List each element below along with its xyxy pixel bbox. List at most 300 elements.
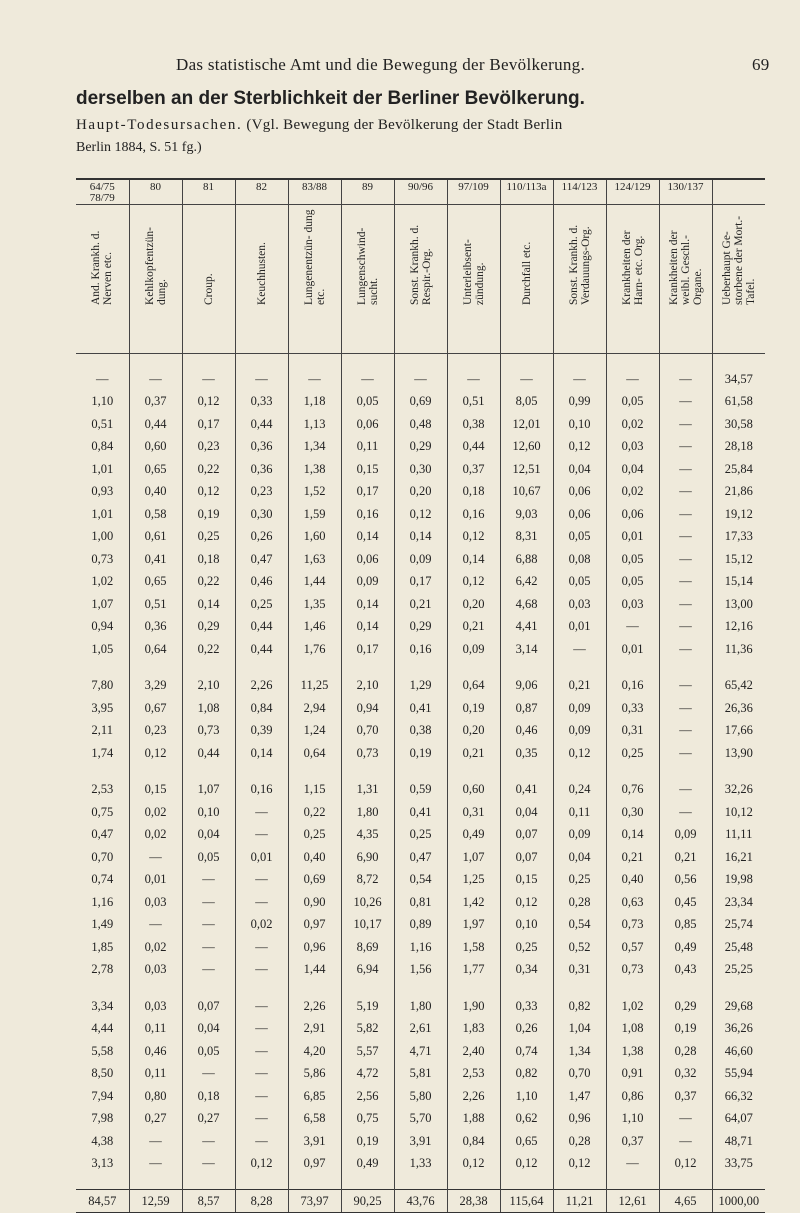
table-cell: 3,13 — [91, 1156, 114, 1171]
table-cell: — — [129, 914, 182, 937]
table-cell: 0,35 — [500, 742, 553, 765]
table-cell: 0,18 — [182, 1085, 235, 1108]
column-header — [129, 205, 182, 354]
table-cell: 0,22 — [182, 638, 235, 661]
table-cell: 0,25 — [500, 936, 553, 959]
table-cell: — — [235, 368, 288, 391]
table-cell: 5,19 — [341, 995, 394, 1018]
table-cell: 1,16 — [91, 894, 114, 909]
column-code: 130/137 — [659, 179, 712, 205]
table-cell: 30,58 — [712, 413, 765, 436]
column-code: 82 — [235, 179, 288, 205]
table-cell: 10,17 — [341, 914, 394, 937]
table-cell: 0,14 — [235, 742, 288, 765]
table-cell: 0,05 — [182, 1040, 235, 1063]
table-cell: 0,17 — [341, 638, 394, 661]
table-cell: 0,33 — [500, 995, 553, 1018]
table-row — [76, 1085, 765, 1108]
table-cell: 16,21 — [712, 846, 765, 869]
table-cell: 0,91 — [606, 1063, 659, 1086]
table-cell: 0,20 — [447, 593, 500, 616]
table-cell: 0,46 — [500, 720, 553, 743]
table-cell: 0,99 — [553, 391, 606, 414]
table-cell: 0,20 — [394, 481, 447, 504]
spacer-cell — [76, 354, 129, 369]
table-cell: 0,17 — [341, 481, 394, 504]
table-cell: 0,81 — [394, 891, 447, 914]
table-cell: 65,42 — [712, 675, 765, 698]
table-cell: 0,17 — [182, 413, 235, 436]
table-cell: 0,15 — [129, 779, 182, 802]
table-cell: 2,53 — [447, 1063, 500, 1086]
table-cell: 1,10 — [606, 1108, 659, 1131]
table-row — [76, 779, 765, 802]
spacer-cell — [235, 354, 288, 369]
table-cell: 0,37 — [659, 1085, 712, 1108]
table-cell: 0,30 — [394, 458, 447, 481]
table-cell: 6,42 — [500, 571, 553, 594]
table-cell: 0,46 — [129, 1040, 182, 1063]
table-cell: 29,68 — [712, 995, 765, 1018]
spacer-cell — [76, 1175, 129, 1190]
table-cell: 1,29 — [394, 675, 447, 698]
table-cell: 1,56 — [394, 959, 447, 982]
table-cell: 0,43 — [659, 959, 712, 982]
table-cell: 0,41 — [500, 779, 553, 802]
column-code: 110/113a — [500, 179, 553, 205]
table-cell: 2,10 — [182, 675, 235, 698]
table-cell: 4,44 — [91, 1021, 114, 1036]
table-cell: 1,44 — [288, 959, 341, 982]
table-cell: 0,12 — [553, 742, 606, 765]
table-cell: 36,26 — [712, 1018, 765, 1041]
table-cell: 1,00 — [91, 529, 114, 544]
table-cell: — — [659, 720, 712, 743]
table-cell: 4,72 — [341, 1063, 394, 1086]
table-cell: 1,97 — [447, 914, 500, 937]
table-cell: 0,73 — [606, 959, 659, 982]
spacer-cell — [712, 765, 765, 779]
table-cell: 8,69 — [341, 936, 394, 959]
table-cell: 1,38 — [288, 458, 341, 481]
table-cell: 1,04 — [553, 1018, 606, 1041]
table-cell: 0,26 — [500, 1018, 553, 1041]
table-cell: 4,41 — [500, 616, 553, 639]
spacer-cell — [182, 981, 235, 995]
table-cell: 12,51 — [500, 458, 553, 481]
spacer-cell — [659, 981, 712, 995]
table-cell: 61,58 — [712, 391, 765, 414]
table-cell: 0,80 — [129, 1085, 182, 1108]
table-cell: 6,85 — [288, 1085, 341, 1108]
table-cell: 3,91 — [288, 1130, 341, 1153]
table-cell: 28,18 — [712, 436, 765, 459]
table-cell: 1,85 — [91, 939, 114, 954]
column-code: 81 — [182, 179, 235, 205]
table-cell: 0,97 — [288, 1153, 341, 1176]
table-cell: 0,09 — [553, 720, 606, 743]
spacer-cell — [500, 981, 553, 995]
table-cell: — — [129, 1130, 182, 1153]
table-cell: 0,06 — [553, 503, 606, 526]
table-cell: 0,26 — [235, 526, 288, 549]
table-cell: 13,90 — [712, 742, 765, 765]
table-cell: — — [659, 391, 712, 414]
table-cell: 0,27 — [129, 1108, 182, 1131]
table-cell: — — [394, 368, 447, 391]
group-spacer — [76, 661, 765, 675]
table-cell: — — [659, 368, 712, 391]
column-code-row — [76, 179, 765, 205]
column-code: 83/88 — [288, 179, 341, 205]
table-cell: 0,12 — [129, 742, 182, 765]
table-cell: 1,24 — [288, 720, 341, 743]
table-cell: 0,64 — [288, 742, 341, 765]
table-cell: 1,34 — [553, 1040, 606, 1063]
table-cell: 0,19 — [394, 742, 447, 765]
table-cell: 0,27 — [182, 1108, 235, 1131]
table-cell: 0,29 — [394, 616, 447, 639]
table-cell: — — [182, 914, 235, 937]
table-cell: 1,08 — [606, 1018, 659, 1041]
table-cell: — — [659, 458, 712, 481]
spacer-cell — [500, 661, 553, 675]
table-cell: 5,80 — [394, 1085, 447, 1108]
table-cell: 0,51 — [447, 391, 500, 414]
table-cell: 1,76 — [288, 638, 341, 661]
table-cell: 5,58 — [91, 1043, 114, 1058]
table-cell: 5,82 — [341, 1018, 394, 1041]
table-cell: 0,47 — [91, 827, 114, 842]
table-cell: — — [96, 371, 109, 386]
table-cell: 2,78 — [91, 962, 114, 977]
table-cell: 1,16 — [394, 936, 447, 959]
table-cell: 0,65 — [129, 571, 182, 594]
table-cell: — — [235, 891, 288, 914]
page-number: 69 — [752, 55, 770, 74]
table-cell: 0,04 — [182, 1018, 235, 1041]
spacer-cell — [553, 661, 606, 675]
column-header — [553, 205, 606, 354]
total-cell: 28,38 — [447, 1190, 500, 1213]
group-spacer — [76, 765, 765, 779]
column-code: 114/123 — [553, 179, 606, 205]
table-cell: 3,91 — [394, 1130, 447, 1153]
table-cell: 5,81 — [394, 1063, 447, 1086]
table-cell: 0,49 — [659, 936, 712, 959]
table-cell: 0,49 — [447, 824, 500, 847]
spacer-cell — [288, 981, 341, 995]
table-cell: 1,88 — [447, 1108, 500, 1131]
table-cell: 0,12 — [447, 526, 500, 549]
spacer-cell — [288, 354, 341, 369]
table-cell: 0,73 — [91, 551, 114, 566]
column-header — [500, 205, 553, 354]
spacer-cell — [712, 1175, 765, 1190]
table-cell: 1,80 — [341, 801, 394, 824]
table-cell: 23,34 — [712, 891, 765, 914]
table-cell: 0,12 — [553, 436, 606, 459]
table-cell: 2,26 — [447, 1085, 500, 1108]
table-cell: 2,56 — [341, 1085, 394, 1108]
table-cell: 0,31 — [606, 720, 659, 743]
spacer-cell — [182, 661, 235, 675]
table-cell: 0,67 — [129, 697, 182, 720]
subtitle-reference: (Vgl. Bewegung der Bevölkerung der Stadt Berlin — [242, 117, 563, 133]
table-cell: — — [341, 368, 394, 391]
table-cell: 25,48 — [712, 936, 765, 959]
table-cell: 0,08 — [553, 548, 606, 571]
table-cell: 3,95 — [91, 700, 114, 715]
table-cell: 1,52 — [288, 481, 341, 504]
table-cell: — — [553, 368, 606, 391]
table-cell: 0,01 — [129, 869, 182, 892]
table-cell: 0,01 — [553, 616, 606, 639]
table-cell: 0,14 — [447, 548, 500, 571]
table-cell: 0,12 — [447, 1153, 500, 1176]
spacer-cell — [712, 661, 765, 675]
table-cell: 0,28 — [553, 891, 606, 914]
total-cell: 12,59 — [129, 1190, 182, 1213]
table-cell: — — [235, 1040, 288, 1063]
table-cell: 0,05 — [341, 391, 394, 414]
table-cell: — — [129, 846, 182, 869]
table-cell: 0,41 — [129, 548, 182, 571]
table-cell: — — [235, 824, 288, 847]
table-cell: — — [235, 1018, 288, 1041]
table-cell: 0,12 — [182, 391, 235, 414]
table-cell: 0,03 — [606, 593, 659, 616]
table-cell: 1,02 — [606, 995, 659, 1018]
table-cell: — — [235, 801, 288, 824]
table-cell: 9,03 — [500, 503, 553, 526]
table-cell: — — [129, 1153, 182, 1176]
spacer-cell — [553, 981, 606, 995]
table-cell: 1,80 — [394, 995, 447, 1018]
table-cell: 0,12 — [553, 1153, 606, 1176]
table-cell: 0,22 — [288, 801, 341, 824]
table-cell: 0,94 — [341, 697, 394, 720]
spacer-cell — [606, 661, 659, 675]
table-cell: 6,94 — [341, 959, 394, 982]
column-label: Croup. — [202, 273, 215, 305]
total-cell: 4,65 — [659, 1190, 712, 1213]
table-cell: 0,65 — [500, 1130, 553, 1153]
table-cell: 0,75 — [341, 1108, 394, 1131]
table-cell: 0,12 — [500, 1153, 553, 1176]
table-cell: 1,34 — [288, 436, 341, 459]
table-row — [76, 824, 765, 847]
table-cell: — — [659, 571, 712, 594]
table-cell: — — [182, 936, 235, 959]
spacer-cell — [129, 354, 182, 369]
spacer-cell — [394, 1175, 447, 1190]
spacer-cell — [394, 661, 447, 675]
table-cell: 0,40 — [288, 846, 341, 869]
spacer-cell — [659, 661, 712, 675]
table-cell: 33,75 — [712, 1153, 765, 1176]
spacer-cell — [659, 1175, 712, 1190]
table-cell: 1,44 — [288, 571, 341, 594]
table-cell: 0,49 — [341, 1153, 394, 1176]
table-row — [76, 914, 765, 937]
spacer-cell — [129, 1175, 182, 1190]
table-row — [76, 1153, 765, 1176]
table-cell: 21,86 — [712, 481, 765, 504]
table-cell: 1,07 — [91, 596, 114, 611]
column-code: 80 — [129, 179, 182, 205]
total-cell: 1000,00 — [712, 1190, 765, 1213]
table-cell: 12,01 — [500, 413, 553, 436]
table-cell: 17,66 — [712, 720, 765, 743]
table-cell: 0,70 — [91, 849, 114, 864]
table-cell: 0,05 — [553, 571, 606, 594]
table-cell: — — [235, 1108, 288, 1131]
table-cell: 0,47 — [394, 846, 447, 869]
spacer-cell — [182, 1175, 235, 1190]
table-cell: 1,42 — [447, 891, 500, 914]
table-cell: 0,12 — [659, 1153, 712, 1176]
table-cell: — — [659, 1130, 712, 1153]
table-row — [76, 1018, 765, 1041]
table-cell: 0,09 — [553, 824, 606, 847]
table-cell: 0,18 — [182, 548, 235, 571]
table-cell: 0,47 — [235, 548, 288, 571]
table-cell: 0,25 — [553, 869, 606, 892]
column-label-row — [76, 205, 765, 354]
table-cell: 0,01 — [606, 638, 659, 661]
column-header — [659, 205, 712, 354]
table-cell: 0,02 — [235, 914, 288, 937]
spacer-cell — [712, 981, 765, 995]
column-code: 89 — [341, 179, 394, 205]
table-cell: 1,05 — [91, 641, 114, 656]
column-code: 124/129 — [606, 179, 659, 205]
total-cell: 11,21 — [553, 1190, 606, 1213]
total-cell: 8,57 — [182, 1190, 235, 1213]
table-row — [76, 1108, 765, 1131]
table-cell: 1,38 — [606, 1040, 659, 1063]
table-row — [76, 675, 765, 698]
spacer-cell — [447, 981, 500, 995]
table-cell: 0,01 — [606, 526, 659, 549]
column-header — [182, 205, 235, 354]
spacer-cell — [553, 765, 606, 779]
table-cell: 7,98 — [91, 1111, 114, 1126]
column-label: Sonst. Krankh. d. Verdauungs-Org. — [567, 224, 592, 305]
group-spacer — [76, 354, 765, 369]
table-cell: 0,21 — [394, 593, 447, 616]
table-cell: 0,22 — [182, 571, 235, 594]
table-cell: — — [659, 801, 712, 824]
table-cell: 0,74 — [91, 872, 114, 887]
table-cell: 0,62 — [500, 1108, 553, 1131]
table-cell: 0,10 — [182, 801, 235, 824]
table-cell: 0,01 — [235, 846, 288, 869]
table-cell: 0,36 — [235, 458, 288, 481]
table-cell: — — [553, 638, 606, 661]
table-cell: 0,16 — [235, 779, 288, 802]
table-cell: 0,28 — [659, 1040, 712, 1063]
table-cell: — — [235, 1130, 288, 1153]
table-cell: 0,12 — [447, 571, 500, 594]
table-cell: — — [659, 436, 712, 459]
table-cell: — — [659, 779, 712, 802]
table-row — [76, 697, 765, 720]
spacer-cell — [129, 981, 182, 995]
column-header — [712, 205, 765, 354]
table-cell: 0,41 — [394, 697, 447, 720]
column-code — [712, 179, 765, 205]
table-cell: 0,44 — [129, 413, 182, 436]
table-cell: 0,51 — [91, 416, 114, 431]
table-cell: 4,68 — [500, 593, 553, 616]
table-cell: 25,25 — [712, 959, 765, 982]
table-cell: 0,70 — [553, 1063, 606, 1086]
table-cell: 0,02 — [129, 824, 182, 847]
table-cell: — — [659, 675, 712, 698]
table-cell: 0,23 — [235, 481, 288, 504]
table-cell: 0,19 — [659, 1018, 712, 1041]
table-cell: 0,82 — [500, 1063, 553, 1086]
table-cell: 0,14 — [341, 593, 394, 616]
table-cell: — — [659, 616, 712, 639]
page-title: derselben an der Sterblichkeit der Berliner Bevölkerung. — [76, 88, 585, 109]
table-row — [76, 1063, 765, 1086]
table-cell: 0,89 — [394, 914, 447, 937]
table-cell: 0,33 — [235, 391, 288, 414]
table-cell: 1,07 — [447, 846, 500, 869]
table-cell: 1,01 — [91, 506, 114, 521]
table-cell: 0,14 — [606, 824, 659, 847]
table-cell: 12,16 — [712, 616, 765, 639]
table-cell: 0,12 — [235, 1153, 288, 1176]
table-cell: 11,11 — [712, 824, 765, 847]
table-cell: 1,63 — [288, 548, 341, 571]
table-cell: 0,59 — [394, 779, 447, 802]
table-cell: 6,88 — [500, 548, 553, 571]
table-cell: 0,12 — [500, 891, 553, 914]
table-cell: 0,04 — [553, 846, 606, 869]
table-cell: 0,19 — [341, 1130, 394, 1153]
table-cell: 3,34 — [91, 998, 114, 1013]
table-cell: 10,67 — [500, 481, 553, 504]
table-cell: 34,57 — [712, 368, 765, 391]
table-row — [76, 959, 765, 982]
table-row — [76, 891, 765, 914]
table-row — [76, 616, 765, 639]
table-cell: 2,53 — [91, 782, 114, 797]
table-cell: 0,15 — [341, 458, 394, 481]
table-cell: 1,46 — [288, 616, 341, 639]
table-row — [76, 458, 765, 481]
table-cell: 9,06 — [500, 675, 553, 698]
table-cell: 26,36 — [712, 697, 765, 720]
table-cell: 0,37 — [606, 1130, 659, 1153]
table-cell: 1,49 — [91, 917, 114, 932]
spacer-cell — [341, 981, 394, 995]
spacer-cell — [235, 765, 288, 779]
table-cell: 55,94 — [712, 1063, 765, 1086]
column-label: Lungenschwind- sucht. — [355, 227, 380, 305]
table-cell: — — [235, 869, 288, 892]
table-cell: 10,26 — [341, 891, 394, 914]
column-header — [606, 205, 659, 354]
table-cell: — — [659, 697, 712, 720]
table-cell: 32,26 — [712, 779, 765, 802]
table-cell: 0,73 — [182, 720, 235, 743]
column-label: Krankheiten der weibl. Geschl.- Organe. — [667, 230, 704, 305]
